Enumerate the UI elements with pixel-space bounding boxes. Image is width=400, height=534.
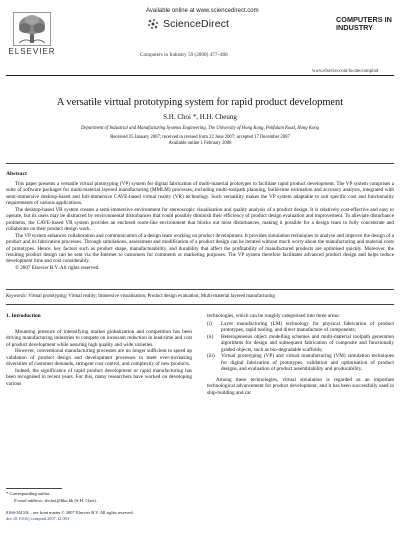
header-divider	[6, 75, 394, 76]
list-item	[207, 334, 394, 354]
keywords-divider	[6, 289, 394, 290]
body-paragraph: However, conventional manufacturing processes are no longer sufficient to speed up validation of product design and development processes to meet ever-increasing diversities of customer demands, stringent cost control, and complexity of new products.	[6, 348, 192, 368]
list-number: (i)	[207, 320, 212, 327]
journal-name-line1: COMPUTERS IN	[336, 15, 392, 24]
publisher-name: ELSEVIER	[8, 47, 56, 56]
left-column	[6, 313, 192, 387]
keywords-line	[6, 294, 394, 299]
doi-link[interactable]: doi:10.1016/j.compind.2007.12.003	[6, 516, 70, 521]
body-paragraph: Indeed, the significance of rapid product development or rapid manufacturing has been recognised in recent years. For this, many researchers have worked on developing various	[6, 367, 192, 387]
article-title: A versatile virtual prototyping system for rapid product development	[56, 97, 344, 108]
email-address[interactable]: shchoi@hku.hk (S.H. Choi).	[44, 498, 97, 503]
body-paragraph: Among these technologies, virtual simulation is regarded as an important technological advancement for product development, and it has been successfully used in ship-building and car	[207, 376, 394, 397]
email-note	[14, 498, 97, 503]
right-column	[207, 313, 394, 397]
abstract-top-divider	[6, 163, 394, 164]
journal-url[interactable]: www.elsevier.com/locate/compind	[312, 69, 379, 74]
section-heading: 1. Introduction	[6, 313, 41, 319]
author-affiliation: Department of Industrial and Manufacturing Systems Engineering, The University of Hong Kong, Pokfulam Road, Hong Kong	[80, 126, 319, 131]
list-text: Layer manufacturing (LM) technology for physical fabrication of product prototypes, rapid tooling, and direct manufacture of components;	[221, 320, 394, 334]
list-item	[207, 353, 394, 373]
keywords-list: Virtual prototyping; Virtual reality; Immersive visualisation; Product design evaluation; Multi-material layered manufacturing	[28, 294, 275, 299]
publisher-logo	[6, 6, 58, 56]
abstract-paragraph: The VP system enhances collaboration and communication of a design team working on product development. It provides simulation techniques to analyse and improve the design of a product and its fabrication processes. Through simulations, assessment and modification of a product design can be iterated without much worry about the manufacturing and material costs of prototypes. Hence, key factors such as product shape, manufacturability, and durability that affect the profitability of manufactured products are optimised quickly. Moreover, the resulting product design can be sent via the Internet to customers for comments or marketing purposes. The VP system therefore facilitates advanced product design and helps reduce development time and cost considerably.	[6, 232, 394, 265]
journal-reference: Computers in Industry 59 (2008) 477–488	[140, 52, 228, 58]
abstract-body	[6, 181, 394, 272]
abstract-paragraph: The desktop-based VR system creates a semi-immersive environment for stereoscopic visualisation and quality analysis of a product design. It is relatively cost-effective and easy to operate, but its users may be distracted by environmental disturbances that could possibly diminish their efficiency of product design evaluation and improvement. To alleviate disturbance problems, the CAVE-based VR system provides an enclosed room-like environment that blocks out most disturbances, making it possible for a design team to fully concentrate and collaborate on their product design work.	[6, 206, 394, 232]
list-text: Heterogeneous object modelling schemes and multi-material toolpath generation algorithms for design and subsequent fabrication of composite and functionally graded objects, such as bio-degradable scaffolds;	[221, 333, 394, 353]
body-paragraph: Mounting pressure of intensifying market globalization and competition has been driving manufacturing industries to compete on incessant reduction in lead-time and cost of product development while assuring high quality and wide varieties.	[6, 328, 192, 348]
abstract-paragraph: This paper presents a versatile virtual prototyping (VP) system for digital fabrication of multi-material prototypes to facilitate rapid product development. The VP system comprises a suite of software packages for multi-material layered manufacturing (MMLM) processes, including multi-toolpath planning, build-time estimation and accuracy analysis, integrated with semi-immersive desktop-based and full-immersive CAVE-based virtual reality (VR) technology. Such versatility makes the VP system adaptable to suit specific cost and functionality requirements of various applications.	[6, 181, 394, 207]
available-online-text: Available online at www.sciencedirect.com	[146, 8, 259, 14]
body-paragraph: technologies, which can be roughly categorised into three areas:	[207, 313, 340, 319]
list-item	[207, 321, 394, 334]
list-text: Virtual prototyping (VP) and virtual manufacturing (VM) simulation techniques for digital fabrication of prototypes, validation and optimisation of product designs, and evaluation of product assemblability and producability.	[221, 353, 394, 373]
copyright-line: 0166-3615/$ – see front matter © 2007 Elsevier B.V. All rights reserved.	[6, 510, 134, 515]
keywords-label: Keywords:	[6, 294, 28, 299]
elsevier-tree-icon	[13, 12, 51, 46]
journal-name-line2: INDUSTRY	[336, 23, 374, 33]
sciencedirect-brand[interactable]	[146, 17, 229, 31]
corresponding-author-note: * Corresponding author.	[6, 491, 51, 496]
article-authors: S.H. Choi *, H.H. Cheung	[163, 113, 237, 121]
abstract-copyright: © 2007 Elsevier B.V. All rights reserved.	[15, 265, 100, 272]
available-date: Available online 1 February 2008	[168, 141, 232, 146]
sciencedirect-logo-icon	[146, 17, 160, 31]
abstract-heading: Abstract	[6, 171, 27, 177]
list-number: (iii)	[207, 353, 215, 360]
received-dates: Received 25 January 2007; received in revised form 22 June 2007; accepted 17 December 2007	[110, 135, 290, 140]
footnote-divider	[6, 488, 62, 489]
sciencedirect-name: ScienceDirect	[163, 18, 230, 30]
list-number: (ii)	[207, 333, 214, 340]
email-label: E-mail address:	[14, 498, 44, 503]
body-top-divider	[6, 304, 394, 305]
journal-title-block	[336, 16, 394, 32]
